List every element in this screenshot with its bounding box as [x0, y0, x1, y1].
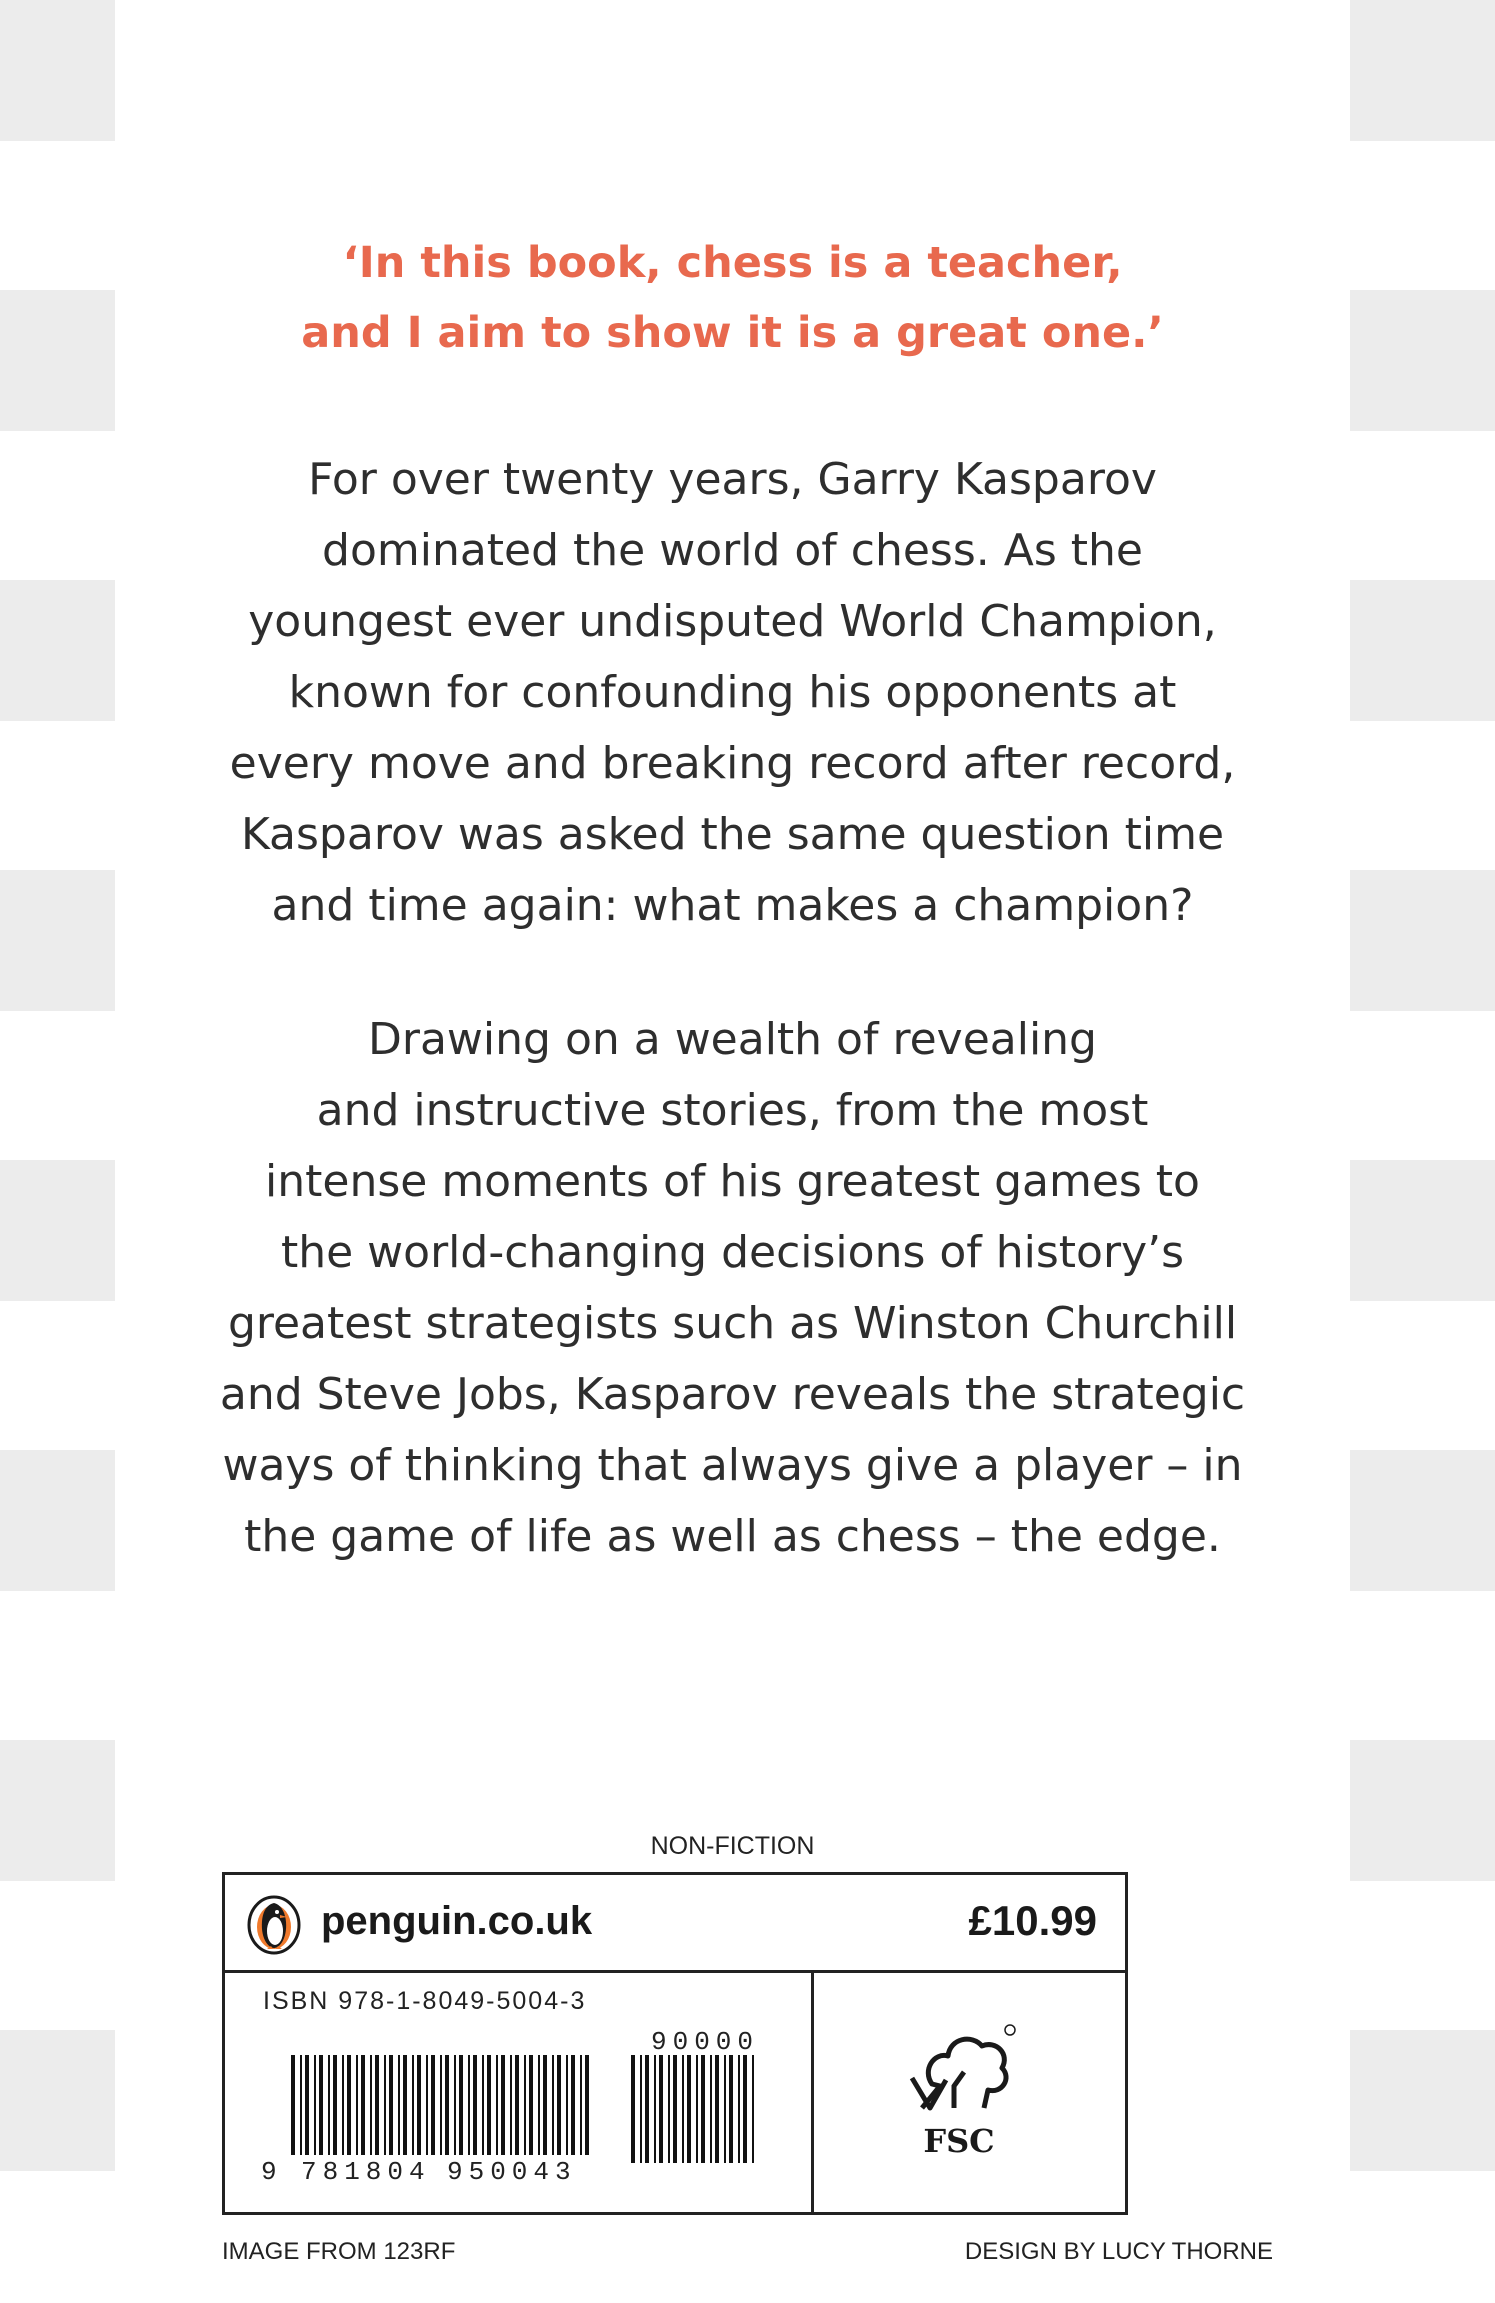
blurb-line: For over twenty years, Garry Kasparov — [308, 454, 1157, 505]
barcode-prefix-digit: 9 — [261, 2157, 283, 2187]
penguin-logo-icon — [247, 1895, 301, 1955]
barcode-left-digits: 781804 — [301, 2157, 431, 2187]
barcode-right-digits: 950043 — [447, 2157, 577, 2187]
blurb-line: greatest strategists such as Winston Churchill — [227, 1298, 1238, 1349]
blurb-line: and Steve Jobs, Kasparov reveals the strategic — [219, 1369, 1246, 1420]
blurb-line: youngest ever undisputed World Champion, — [248, 596, 1217, 647]
design-credit: DESIGN BY LUCY THORNE — [964, 2238, 1273, 2265]
blurb-paragraph-2 — [115, 1004, 1350, 1572]
blurb-line: known for confounding his opponents at — [288, 667, 1177, 718]
retail-box-top-row — [225, 1875, 1125, 1973]
fsc-label: FSC — [923, 2122, 995, 2160]
blurb-line: and instructive stories, from the most — [316, 1085, 1149, 1136]
fsc-cell — [811, 1970, 1128, 2212]
pull-quote — [115, 228, 1350, 368]
blurb-line: Kasparov was asked the same question time — [240, 809, 1225, 860]
blurb-line: Drawing on a wealth of revealing — [368, 1014, 1097, 1065]
blurb-line: the world-changing decisions of history’s — [280, 1227, 1185, 1278]
website-link: penguin.co.uk — [321, 1899, 593, 1943]
right-stripe-border — [1350, 0, 1495, 2303]
blurb-line: ways of thinking that always give a player – in — [222, 1440, 1243, 1491]
blurb-line: intense moments of his greatest games to — [265, 1156, 1200, 1207]
barcode-icon — [261, 2027, 801, 2197]
blurb-line: every move and breaking record after record, — [229, 738, 1236, 789]
blurb-line: and time again: what makes a champion? — [271, 880, 1194, 931]
image-credit: IMAGE FROM 123RF — [222, 2238, 456, 2265]
blurb-paragraph-1 — [115, 444, 1350, 941]
isbn-label: ISBN 978-1-8049-5004-3 — [263, 1987, 587, 2015]
retail-box — [222, 1872, 1128, 2215]
pull-quote-line: and I aim to show it is a great one.’ — [301, 308, 1164, 358]
blurb-line: dominated the world of chess. As the — [322, 525, 1143, 576]
barcode-addon-digits: 90000 — [651, 2027, 760, 2057]
blurb-line: the game of life as well as chess – the edge. — [244, 1511, 1221, 1562]
pull-quote-line: ‘In this book, chess is a teacher, — [342, 238, 1123, 288]
price-label: £10.99 — [968, 1897, 1097, 1944]
category-label: NON-FICTION — [650, 1832, 815, 1860]
